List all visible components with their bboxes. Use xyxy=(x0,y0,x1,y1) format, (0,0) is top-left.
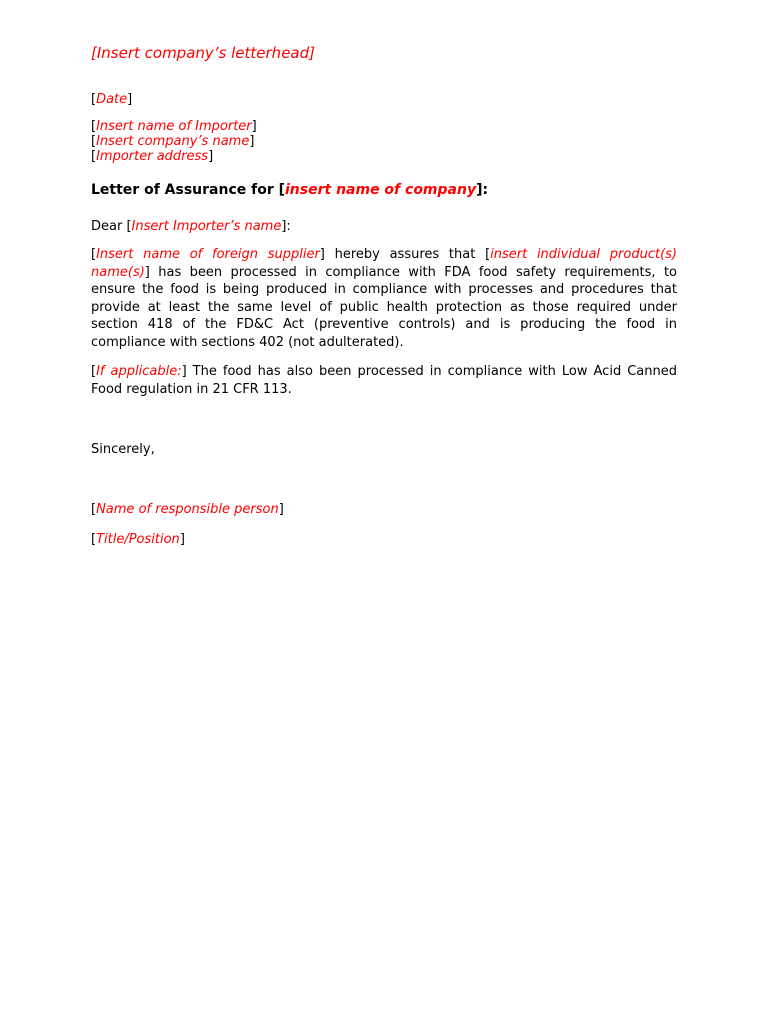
address-line-importer xyxy=(91,119,677,134)
bracket: [ xyxy=(91,502,97,517)
address-line-address xyxy=(91,149,677,164)
letterhead-placeholder: [Insert company’s letterhead] xyxy=(91,44,315,62)
importer-address-placeholder: Importer address xyxy=(96,149,209,164)
company-name-placeholder: Insert company’s name xyxy=(96,134,250,149)
paragraph-text: ] has been processed in compliance with FDA food safety requirements, to ensure the food is being produced in compliance with processes and procedures that provide at least the same level of public health protection as those required under section 418 of the FD&C Act (preventive controls) and is producing the food in compliance with sections 402 (not adulterated). xyxy=(91,264,677,350)
bracket: [ xyxy=(91,364,97,379)
foreign-supplier-placeholder: Insert name of foreign supplier xyxy=(96,247,320,262)
bracket: ] xyxy=(127,92,133,107)
paragraph-text: ] The food has also been processed in compliance with Low Acid Canned Food regulation in 21 CFR 113. xyxy=(91,364,678,397)
if-applicable-placeholder: If applicable: xyxy=(96,364,182,379)
assurance-paragraph xyxy=(91,246,677,351)
bracket: [ xyxy=(91,149,97,164)
bracket: ] xyxy=(251,119,257,134)
lacf-paragraph xyxy=(91,363,677,398)
bracket: [ xyxy=(91,247,97,262)
signature-name-line xyxy=(91,501,677,519)
importer-name-placeholder: Insert Importer’s name xyxy=(131,219,282,234)
bracket: [ xyxy=(91,119,97,134)
product-names-placeholder: insert individual product(s) name(s) xyxy=(91,247,677,280)
signature-title-line xyxy=(91,531,677,549)
bracket: [ xyxy=(91,92,97,107)
heading-suffix: ]: xyxy=(476,182,489,198)
paragraph-text: ] hereby assures that [ xyxy=(319,247,491,262)
bracket: ] xyxy=(249,134,255,149)
bracket: [ xyxy=(91,532,97,547)
address-line-company xyxy=(91,134,677,149)
date-line xyxy=(91,91,677,109)
heading-prefix: Letter of Assurance for [ xyxy=(91,182,285,198)
bracket: ] xyxy=(179,532,185,547)
date-placeholder: Date xyxy=(96,92,128,107)
importer-name-placeholder: Insert name of Importer xyxy=(96,119,252,134)
responsible-person-placeholder: Name of responsible person xyxy=(96,502,279,517)
bracket: ] xyxy=(278,502,284,517)
bracket: [ xyxy=(91,134,97,149)
closing-line: Sincerely, xyxy=(91,442,155,457)
letter-heading xyxy=(91,180,677,200)
greeting-prefix: Dear [ xyxy=(91,219,132,234)
greeting-suffix: ]: xyxy=(281,219,291,234)
address-block xyxy=(91,119,677,164)
bracket: ] xyxy=(208,149,214,164)
title-position-placeholder: Title/Position xyxy=(96,532,180,547)
heading-company-placeholder: insert name of company xyxy=(285,182,477,198)
greeting-line xyxy=(91,218,677,236)
